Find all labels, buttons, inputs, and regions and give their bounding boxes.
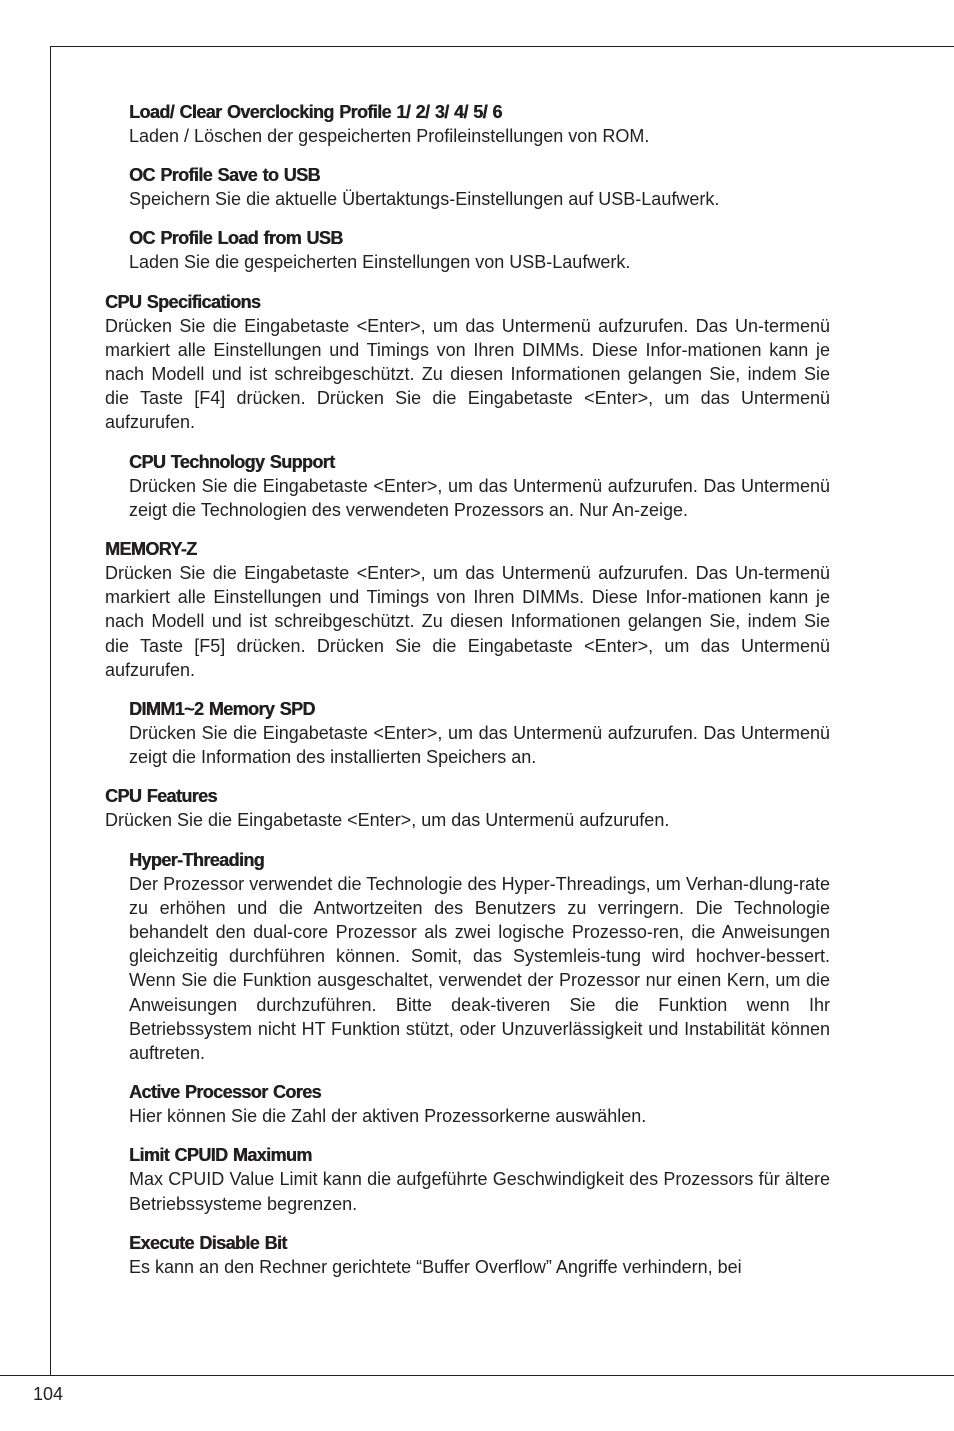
section-text: Max CPUID Value Limit kann die aufgeführte Geschwindigkeit des Prozessors für ältere Betriebssysteme begrenzen. <box>129 1169 830 1214</box>
section-text: Drücken Sie die Eingabetaste <Enter>, um das Untermenü aufzurufen. Das Un-termenü markiert alle Einstellungen und Timings von Ihren DIMMs. Diese Infor-mationen kann je nach Modell und ist schreibgeschützt. Zu diesen Informationen gelangen Sie, indem Sie die Taste [F5] drücken. Drücken Sie die Eingabetaste <Enter>, um das Untermenü aufzurufen. <box>105 563 830 680</box>
section-text: Drücken Sie die Eingabetaste <Enter>, um das Untermenü aufzurufen. Das Untermenü zeigt die Information des installierten Speichers an. <box>129 723 830 768</box>
section-text: Drücken Sie die Eingabetaste <Enter>, um das Untermenü aufzurufen. Das Untermenü zeigt die Technologien des verwendeten Prozessors an. Nur An-zeige. <box>129 475 830 520</box>
section-heading: Active Processor Cores <box>129 1082 321 1103</box>
manual-content <box>105 100 830 1279</box>
section-dimm-memory-spd <box>105 697 830 769</box>
section-heading: CPU Features <box>105 786 217 807</box>
section-heading: Execute Disable Bit <box>129 1232 287 1253</box>
section-heading: CPU Specifications <box>105 291 261 312</box>
section-active-processor-cores <box>105 1080 830 1128</box>
section-cpu-features <box>105 784 830 832</box>
section-execute-disable-bit <box>105 1231 830 1279</box>
page-frame-top-rule <box>50 46 954 47</box>
section-heading: OC Profile Save to USB <box>129 165 320 186</box>
section-heading: Hyper-Threading <box>129 849 265 870</box>
section-heading: Limit CPUID Maximum <box>129 1145 312 1166</box>
section-load-clear-oc-profile <box>105 100 830 148</box>
section-oc-profile-save-usb <box>105 163 830 211</box>
section-text: Drücken Sie die Eingabetaste <Enter>, um das Untermenü aufzurufen. <box>105 810 670 831</box>
section-hyper-threading <box>105 848 830 1066</box>
section-heading: CPU Technology Support <box>129 451 335 472</box>
page-frame-left-rule <box>50 46 51 1376</box>
section-limit-cpuid-maximum <box>105 1143 830 1215</box>
section-text: Drücken Sie die Eingabetaste <Enter>, um das Untermenü aufzurufen. Das Un-termenü markiert alle Einstellungen und Timings von Ihren DIMMs. Diese Infor-mationen kann je nach Modell und ist schreibgeschützt. Zu diesen Informationen gelangen Sie, indem Sie die Taste [F4] drücken. Drücken Sie die Eingabetaste <Enter>, um das Untermenü aufzurufen. <box>105 315 830 433</box>
section-cpu-specifications <box>105 290 830 435</box>
section-oc-profile-load-usb <box>105 226 830 274</box>
section-heading: Load/ Clear Overclocking Profile 1/ 2/ 3/ 4/ 5/ 6 <box>129 102 502 122</box>
section-heading: MEMORY-Z <box>105 539 197 560</box>
section-text: Laden Sie die gespeicherten Einstellungen von USB-Laufwerk. <box>129 252 631 273</box>
section-memory-z <box>105 537 830 682</box>
section-text: Hier können Sie die Zahl der aktiven Prozessorkerne auswählen. <box>129 1106 647 1127</box>
section-text: Speichern Sie die aktuelle Übertaktungs-Einstellungen auf USB-Laufwerk. <box>129 189 720 210</box>
page-number: 104 <box>33 1384 64 1404</box>
page-frame-bottom-rule <box>0 1375 954 1376</box>
section-text: Es kann an den Rechner gerichtete “Buffer Overflow” Angriffe verhindern, bei <box>129 1256 742 1277</box>
section-text: Der Prozessor verwendet die Technologie des Hyper-Threadings, um Verhan-dlung-rate zu erhöhen und die Antwortzeiten des Benutzers zu verringern. Die Technologie behandelt den dual-core Prozessor als zwei logische Prozesso-ren, die Anweisungen gleichzeitig durchführen können. Somit, das Systemleis-tung wird hochver-bessert. Wenn Sie die Funktion ausgeschaltet, verwendet der Prozessor nur einen Kern, um die Anweisungen durchzuführen. Bitte deak-tiveren Sie die Funktion wenn Ihr Betriebssystem nicht HT Funktion stützt, oder Unzuverlässigkeit und Instabilität können auftreten. <box>129 873 830 1064</box>
section-heading: DIMM1~2 Memory SPD <box>129 699 315 720</box>
section-text: Laden / Löschen der gespeicherten Profileinstellungen von ROM. <box>129 126 650 146</box>
section-heading: OC Profile Load from USB <box>129 228 343 249</box>
section-cpu-technology-support <box>105 450 830 522</box>
